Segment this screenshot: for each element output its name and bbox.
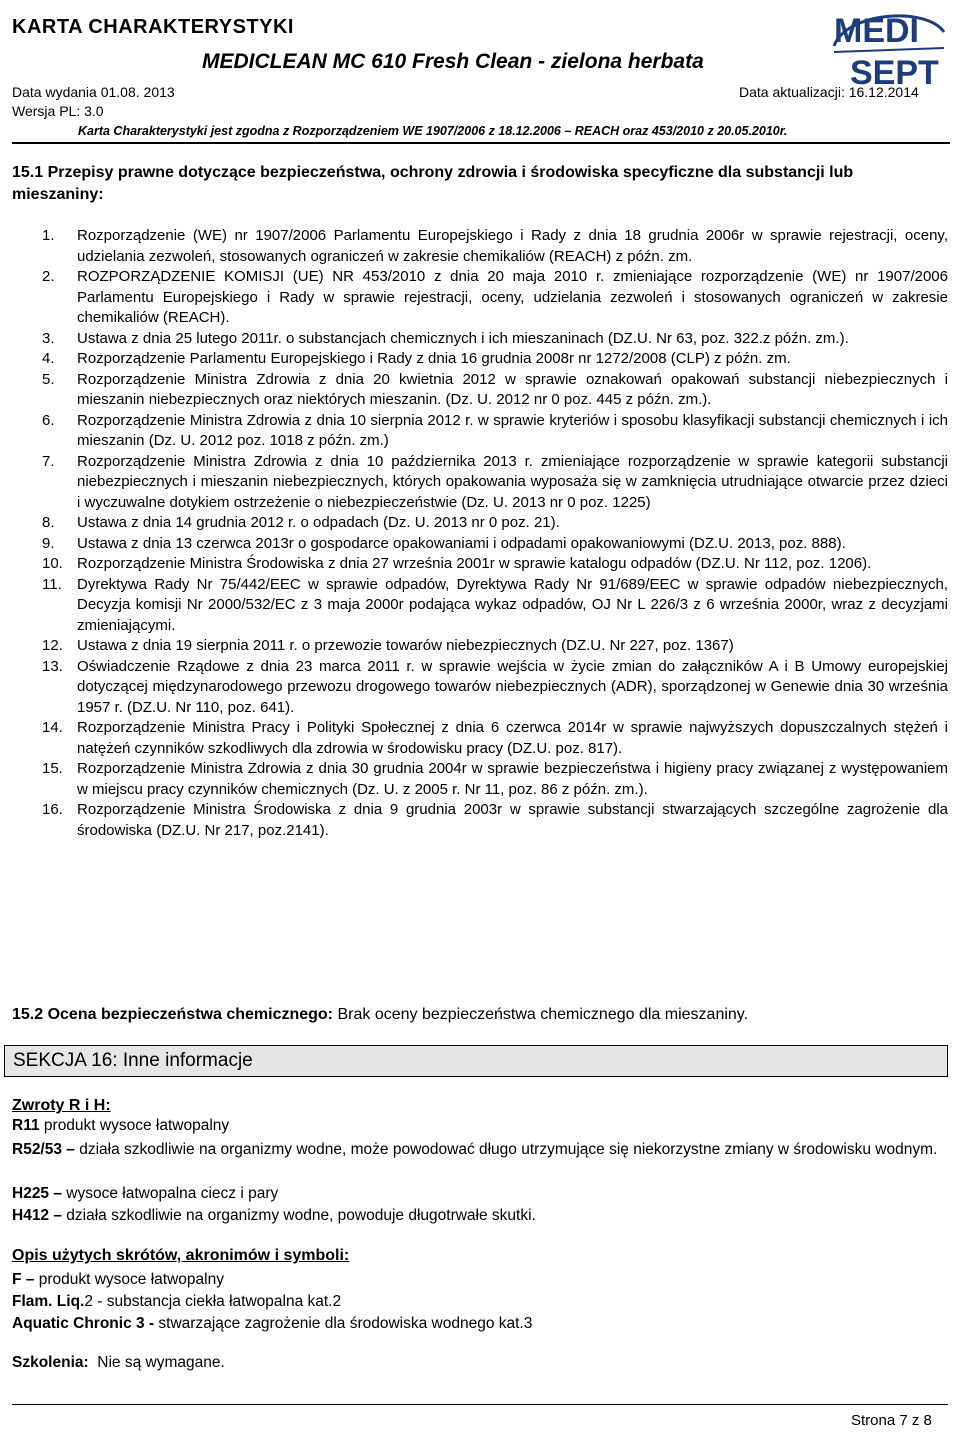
regulation-item <box>42 452 948 514</box>
regulation-item <box>42 636 948 657</box>
regulation-text: Dyrektywa Rady Nr 75/442/EEC w sprawie odpadów, Dyrektywa Rady Nr 91/689/EEC w sprawie odpadów niebezpiecznych, Decyzja komisji Nr 2000/532/EC z 3 maja 2000r podająca wykaz odpadów, OJ Nr L 226/3 z 6 września 2000r, wraz z decyzjami zmieniającymi. <box>77 575 948 634</box>
phrase-text: działa szkodliwie na organizmy wodne, powoduje długotrwałe skutki. <box>66 1207 536 1224</box>
regulation-text: Ustawa z dnia 19 sierpnia 2011 r. o przewozie towarów niebezpiecznych (DZ.U. Nr 227, poz. 1367) <box>77 637 734 654</box>
training-label: Szkolenia: <box>12 1354 89 1371</box>
regulation-item <box>42 349 948 370</box>
abbrev-text: 2 - substancja ciekła łatwopalna kat.2 <box>84 1293 342 1310</box>
regulation-text: ROZPORZĄDZENIE KOMISJI (UE) NR 453/2010 z dnia 20 maja 2010 r. zmieniające rozporządzenie (WE) nr 1907/2006 Parlamentu Europejskiego i Rady w sprawie rejestracji, oceny, udzielania zezwoleń i stosowanych ograniczeń w zakresie chemikaliów (REACH). <box>77 268 948 326</box>
phrase-r11 <box>12 1115 948 1137</box>
regulation-number: 13. <box>42 657 63 675</box>
page-number: Strona 7 z 8 <box>851 1412 932 1429</box>
regulation-number: 4. <box>42 350 55 367</box>
regulation-number: 15. <box>42 760 63 777</box>
document-header <box>0 0 960 140</box>
regulation-item <box>42 513 948 534</box>
regulation-item <box>42 226 948 267</box>
phrase-text: produkt wysoce łatwopalny <box>43 1117 230 1134</box>
update-date: Data aktualizacji: 16.12.2014 <box>739 84 919 100</box>
phrase-code: H412 – <box>12 1207 62 1224</box>
regulation-number: 9. <box>42 534 55 552</box>
regulation-item <box>42 370 948 411</box>
regulation-number: 1. <box>42 227 55 244</box>
phrase-code: H225 – <box>12 1185 62 1202</box>
abbrev-f <box>12 1269 948 1291</box>
phrase-h225 <box>12 1183 948 1205</box>
regulation-item <box>42 329 948 350</box>
regulation-text: Rozporządzenie Parlamentu Europejskiego i Rady z dnia 16 grudnia 2008r nr 1272/2008 (CLP) z późn. zm. <box>77 350 791 367</box>
regulation-item <box>42 800 948 841</box>
regulation-number: 8. <box>42 514 55 531</box>
regulation-item <box>42 411 948 452</box>
regulation-item <box>42 534 948 555</box>
phrase-code: R52/53 – <box>12 1141 75 1158</box>
issue-date: Data wydania 01.08. 2013 <box>12 84 175 100</box>
phrase-h412 <box>12 1205 948 1227</box>
section-16-title: SEKCJA 16: Inne informacje <box>13 1050 253 1071</box>
regulation-number: 12. <box>42 637 63 654</box>
regulation-text: Oświadczenie Rządowe z dnia 23 marca 2011 r. w sprawie wejścia w życie zmian do załączników A i B Umowy europejskiej dotyczącej międzynarodowego przewozu drogowego towarów niebezpiecznych (ADR), sporządzonej w Genewie dnia 30 września 1957 r. (DZ.U. Nr 110, poz. 641). <box>77 657 948 716</box>
footer-divider <box>12 1404 948 1405</box>
regulation-number: 7. <box>42 452 55 470</box>
regulation-text: Rozporządzenie Ministra Zdrowia z dnia 10 sierpnia 2012 r. w sprawie kryteriów i sposobu klasyfikacji substancji chemicznych i ich mieszanin (Dz. U. 2012 poz. 1018 z późn. zm.) <box>77 411 948 449</box>
regulation-number: 3. <box>42 329 55 347</box>
abbrev-code: F – <box>12 1271 35 1288</box>
product-name: MEDICLEAN MC 610 Fresh Clean - zielona herbata <box>202 50 704 73</box>
regulation-number: 10. <box>42 555 63 572</box>
regulation-item <box>42 575 948 637</box>
regulation-number: 6. <box>42 411 55 429</box>
regulation-number: 5. <box>42 370 55 388</box>
section-15-2-text: Brak oceny bezpieczeństwa chemicznego dla mieszaniny. <box>337 1006 749 1023</box>
header-divider <box>12 142 950 144</box>
phrase-text: działa szkodliwie na organizmy wodne, może powodować długo utrzymujące się niekorzystne zmiany w środowisku wodnym. <box>79 1141 938 1158</box>
abbrev-code: Flam. Liq. <box>12 1293 85 1310</box>
regulation-number: 2. <box>42 268 55 285</box>
phrase-text: wysoce łatwopalna ciecz i pary <box>66 1185 279 1202</box>
abbrev-text: produkt wysoce łatwopalny <box>38 1271 224 1288</box>
regulation-item <box>42 267 948 329</box>
regulation-text: Rozporządzenie (WE) nr 1907/2006 Parlamentu Europejskiego i Rady z dnia 18 grudnia 2006r w sprawie rejestracji, oceny, udzielania zezwoleń, stosowanych ograniczeń w zakresie chemikaliów (REACH) z późn. zm. <box>77 227 948 265</box>
regulation-text: Ustawa z dnia 13 czerwca 2013r o gospodarce opakowaniami i odpadami opakowaniowymi (DZ.U. 2013, poz. 888). <box>77 534 846 552</box>
phrases-heading: Zwroty R i H: <box>12 1097 111 1114</box>
abbrev-text: stwarzające zagrożenie dla środowiska wodnego kat.3 <box>158 1315 533 1332</box>
abbreviations-heading: Opis użytych skrótów, akronimów i symboli: <box>12 1247 350 1264</box>
medisept-logo <box>826 2 948 90</box>
phrase-code: R11 <box>12 1117 40 1134</box>
regulation-text: Rozporządzenie Ministra Zdrowia z dnia 20 kwietnia 2012 w sprawie oznakowań opakowań substancji niebezpiecznych i mieszanin niebezpiecznych oraz niektórych mieszanin. (Dz. U. 2012 nr 0 poz. 445 z późn. zm.). <box>77 370 948 408</box>
regulation-text: Ustawa z dnia 14 grudnia 2012 r. o odpadach (Dz. U. 2013 nr 0 poz. 21). <box>77 514 560 531</box>
regulation-item <box>42 759 948 800</box>
regulation-number: 11. <box>42 575 62 593</box>
section-15-1-title: 15.1 Przepisy prawne dotyczące bezpieczeństwa, ochrony zdrowia i środowiska specyficzne dla substancji lub mieszaniny: <box>12 164 854 203</box>
regulation-number: 14. <box>42 719 63 736</box>
regulation-text: Rozporządzenie Ministra Pracy i Polityki Społecznej z dnia 6 czerwca 2014r w sprawie najwyższych dopuszczalnych stężeń i natężeń czynników szkodliwych dla zdrowia w środowisku pracy (DZ.U. poz. 817). <box>77 719 948 757</box>
training-info <box>12 1352 948 1374</box>
regulation-text: Rozporządzenie Ministra Środowiska z dnia 9 grudnia 2003r w sprawie substancji stwarzających szczególne zagrożenie dla środowiska (DZ.U. Nr 217, poz.2141). <box>77 801 948 839</box>
compliance-note: Karta Charakterystyki jest zgodna z Rozporządzeniem WE 1907/2006 z 18.12.2006 – REACH oraz 453/2010 z 20.05.2010r. <box>78 124 788 138</box>
section-15-2-label: 15.2 Ocena bezpieczeństwa chemicznego: <box>12 1006 334 1023</box>
regulation-item <box>42 718 948 759</box>
regulations-list <box>42 226 948 841</box>
regulation-text: Rozporządzenie Ministra Zdrowia z dnia 30 grudnia 2004r w sprawie bezpieczeństwa i higieny pracy związanej z występowaniem w miejscu pracy czynników chemicznych (Dz. U. z 2005 r. Nr 11, poz. 86 z późn. zm.). <box>77 760 948 798</box>
abbrev-code: Aquatic Chronic 3 - <box>12 1315 155 1332</box>
regulation-number: 16. <box>42 801 63 818</box>
training-text: Nie są wymagane. <box>97 1354 225 1371</box>
regulation-text: Rozporządzenie Ministra Środowiska z dnia 27 września 2001r w sprawie katalogu odpadów (DZ.U. Nr 112, poz. 1206). <box>77 555 872 572</box>
regulation-item <box>42 657 948 719</box>
regulation-text: Ustawa z dnia 25 lutego 2011r. o substancjach chemicznych i ich mieszaninach (DZ.U. Nr 63, poz. 322.z późn. zm.). <box>77 329 849 347</box>
document-title: KARTA CHARAKTERYSTYKI <box>12 16 294 38</box>
phrase-r52-53 <box>12 1137 948 1163</box>
section-15-2 <box>12 1006 748 1024</box>
section-16-banner <box>4 1045 948 1077</box>
logo-text-bottom: SEPT <box>850 54 939 90</box>
regulation-item <box>42 554 948 575</box>
logo-text-top: MEDI <box>834 12 919 50</box>
version: Wersja PL: 3.0 <box>12 103 104 119</box>
abbrev-flam-liq <box>12 1291 948 1313</box>
abbrev-aquatic-chronic <box>12 1313 948 1335</box>
regulation-text: Rozporządzenie Ministra Zdrowia z dnia 10 października 2013 r. zmieniające rozporządzenie w sprawie kategorii substancji niebezpiecznych i mieszanin niebezpiecznych, których opakowania wyposaża się w zamknięcia utrudniające otwarcie przez dzieci i wyczuwalne dotykiem ostrzeżenie o niebezpieczeństwie (Dz. U. 2013 nr 0 poz. 1225) <box>77 452 948 511</box>
